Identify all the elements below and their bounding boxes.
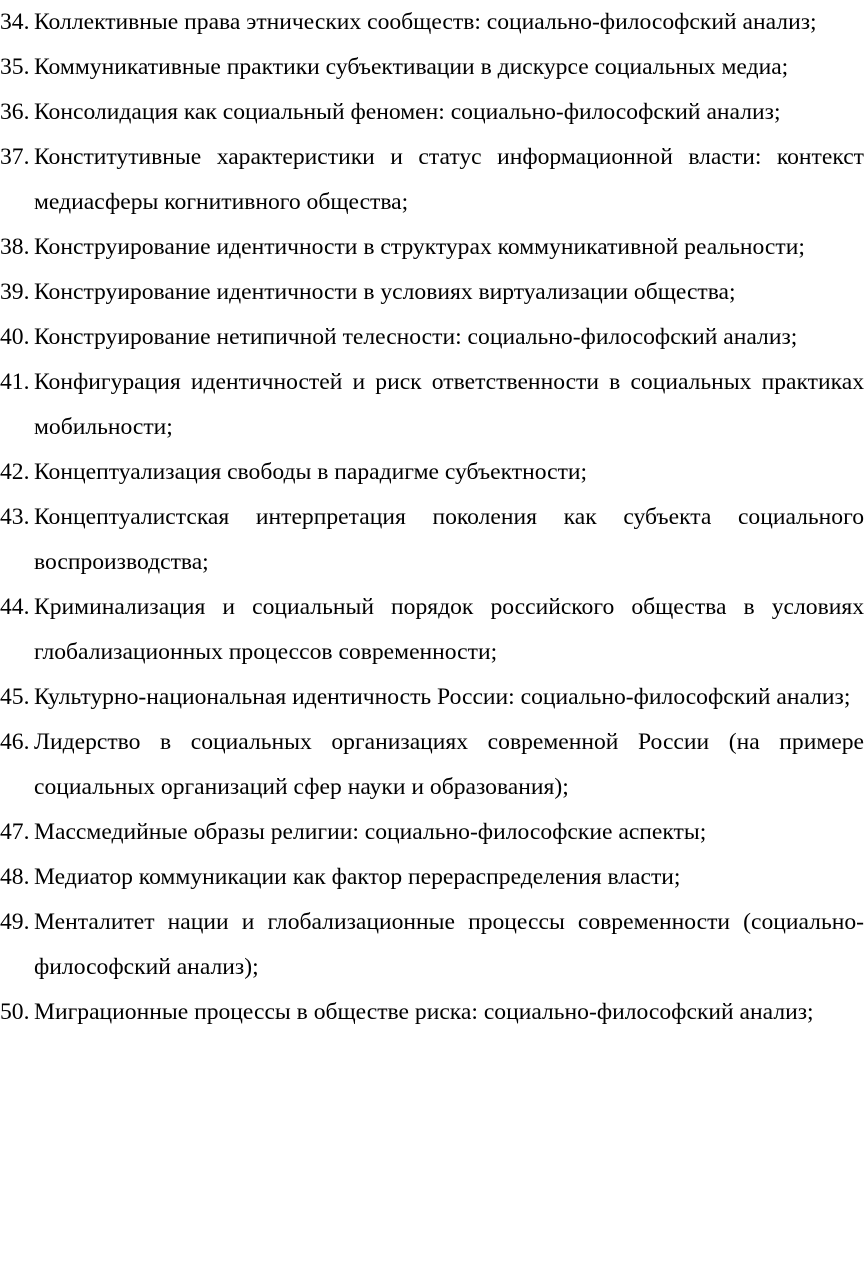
item-text: Конститутивные характеристики и статус информационной власти: контекст медиасферы когнитивного общества; xyxy=(34,144,864,215)
list-item xyxy=(0,0,864,45)
list-item xyxy=(0,900,864,990)
list-item xyxy=(0,810,864,855)
list-item xyxy=(0,315,864,360)
list-item xyxy=(0,45,864,90)
item-text: Консолидация как социальный феномен: социально-философский анализ; xyxy=(34,99,781,125)
item-number: 46. xyxy=(0,729,30,755)
item-number: 42. xyxy=(0,459,30,485)
item-text: Конструирование идентичности в условиях виртуализации общества; xyxy=(34,279,736,305)
item-number: 34. xyxy=(0,9,30,35)
item-number: 39. xyxy=(0,279,30,305)
item-text: Концептуалистская интерпретация поколения как субъекта социального воспроизводства; xyxy=(34,504,864,575)
item-text: Культурно-национальная идентичность России: социально-философский анализ; xyxy=(34,684,851,710)
item-number: 38. xyxy=(0,234,30,260)
item-number: 50. xyxy=(0,999,30,1025)
item-text: Коммуникативные практики субъективации в дискурсе социальных медиа; xyxy=(34,54,789,80)
list-item xyxy=(0,855,864,900)
item-text: Концептуализация свободы в парадигме субъектности; xyxy=(34,459,588,485)
item-number: 44. xyxy=(0,594,30,620)
list-item xyxy=(0,270,864,315)
item-text: Лидерство в социальных организациях современной России (на примере социальных организаций сфер науки и образования); xyxy=(34,729,864,800)
item-number: 36. xyxy=(0,99,30,125)
list-item xyxy=(0,720,864,810)
list-item xyxy=(0,990,864,1035)
item-number: 41. xyxy=(0,369,30,395)
item-text: Менталитет нации и глобализационные процессы современности (социально-философский анализ); xyxy=(34,909,864,980)
item-text: Медиатор коммуникации как фактор перераспределения власти; xyxy=(34,864,681,890)
list-item xyxy=(0,675,864,720)
item-number: 40. xyxy=(0,324,30,350)
list-item xyxy=(0,225,864,270)
item-number: 37. xyxy=(0,144,30,170)
item-number: 43. xyxy=(0,504,30,530)
list-item xyxy=(0,495,864,585)
item-text: Конфигурация идентичностей и риск ответственности в социальных практиках мобильности; xyxy=(34,369,864,440)
item-number: 49. xyxy=(0,909,30,935)
item-number: 35. xyxy=(0,54,30,80)
item-text: Коллективные права этнических сообществ: социально-философский анализ; xyxy=(34,9,817,35)
item-text: Конструирование нетипичной телесности: социально-философский анализ; xyxy=(34,324,798,350)
list-item xyxy=(0,360,864,450)
item-number: 45. xyxy=(0,684,30,710)
list-item xyxy=(0,135,864,225)
item-text: Криминализация и социальный порядок российского общества в условиях глобализационных процессов современности; xyxy=(34,594,864,665)
item-text: Конструирование идентичности в структурах коммуникативной реальности; xyxy=(34,234,805,260)
item-text: Массмедийные образы религии: социально-философские аспекты; xyxy=(34,819,707,845)
list-item xyxy=(0,90,864,135)
item-number: 48. xyxy=(0,864,30,890)
list-item xyxy=(0,585,864,675)
item-number: 47. xyxy=(0,819,30,845)
item-text: Миграционные процессы в обществе риска: социально-философский анализ; xyxy=(34,999,814,1025)
list-item xyxy=(0,450,864,495)
